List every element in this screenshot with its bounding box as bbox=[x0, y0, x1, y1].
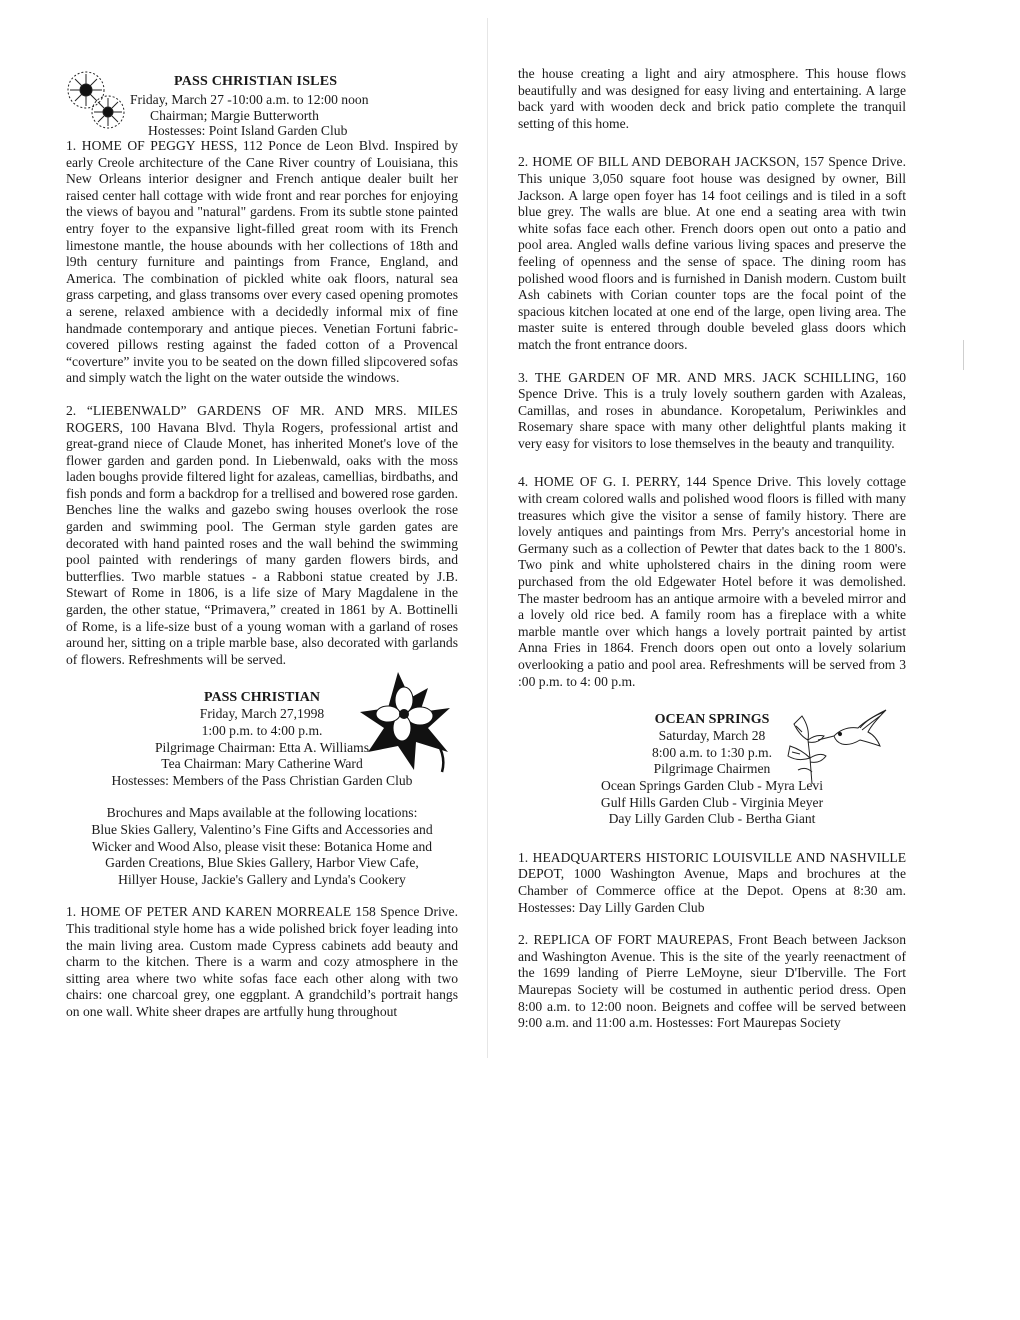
isles-chairman: Chairman; Margie Butterworth bbox=[150, 108, 319, 123]
brochures-line: Hillyer House, Jackie's Gallery and Lynda's Cookery bbox=[118, 871, 406, 887]
brochures-line: Wicker and Wood Also, please visit these: Botanica Home and bbox=[91, 838, 433, 854]
entry-jackson: 2. HOME OF BILL AND DEBORAH JACKSON, 157 Spence Drive. This unique 3,050 square foot house was designed by owner, Bill Jackson. A large open foyer has 14 foot ceilings and is tiled in a soft blue grey. The walls are blue. At one end a seating area with twin white sofas face each other. French doors open out onto a patio and pool area. Angled walls define various living spaces and preserve the feeling of openness and the sense of space. The dining room has polished wood floors and is furnished in Danish modern. Custom built Ash cabinets with Corian counter tops are the focal point of the spacious kitchen located at one end of the large, open living area. The master suite is entered through double beveled glass doors which match the front entrance doors. bbox=[518, 154, 906, 352]
right-column bbox=[518, 66, 906, 1032]
os-chairman-gulf-hills: Gulf Hills Garden Club - Virginia Meyer bbox=[600, 794, 824, 810]
brochures-line: Garden Creations, Blue Skies Gallery, Harbor View Cafe, bbox=[105, 855, 419, 871]
entry-morreale: 1. HOME OF PETER AND KAREN MORREALE 158 Spence Drive. This traditional style home has a wide polished brick foyer leading into the main living area. Custom made Cypress cabinets add beauty and charm to the kitchen. There is a warm and cozy atmosphere in the sitting area where two white sofas face each other along with two chairs: one charcoal grey, one eggplant. A grandchild’s portrait hangs on one wall. White sheer drapes are artfully hung throughout bbox=[66, 904, 458, 1019]
dogwood-flower-icon bbox=[358, 668, 454, 774]
pass-christian-header bbox=[66, 690, 458, 789]
pass-christian-title: PASS CHRISTIAN bbox=[203, 690, 321, 706]
isles-hostesses: Hostesses: Point Island Garden Club bbox=[148, 123, 348, 138]
pass-christian-isles-title: PASS CHRISTIAN ISLES bbox=[174, 74, 338, 89]
entry-perry: 4. HOME OF G. I. PERRY, 144 Spence Drive. This lovely cottage with cream colored walls and polished wood floors is filled with many treasures which give the visitor a sense of family history. There are lovely antiques and paintings from Mrs. Perry's ancestorial home in Germany such as a collection of Pewter that dates back to the 1 800's. Two pink and white upholstered chairs in the dining room were purchased from the old Edgewater Hotel before it was demolished. The master bedroom has an antique armoire with a beveled mirror and a lovely old rice bed. A family room has a fireplace with a white marble mantle over which hangs a lovely portrait painted by artist Anna Fries in 1864. French doors open out onto a lovely solarium overlooking a patio and pool area. Refreshments will be served from 3 :00 p.m. to 4: 00 p.m. bbox=[518, 474, 906, 689]
os-pilgrimage-chairmen: Pilgrimage Chairmen bbox=[653, 761, 771, 777]
pass-christian-isles-header bbox=[66, 66, 458, 138]
page-fold-divider bbox=[487, 18, 488, 1058]
entry-morreale-continued: the house creating a light and airy atmosphere. This house flows beautifully and was designed for easy living and entertaining. A large back yard with wooden deck and brick patio complete the tranquil setting of this home. bbox=[518, 66, 906, 131]
brochures-line: Brochures and Maps available at the following locations: bbox=[106, 805, 418, 821]
entry-schilling-garden: 3. THE GARDEN OF MR. AND MRS. JACK SCHILLING, 160 Spence Drive. This is a truly lovely southern garden with Azaleas, Camillas, and roses in abundance. Koropetalum, Periwinkles and Rosemary share space with many other delightful plants making it very easy for visitors to lose themselves in the beauty and tranquility. bbox=[518, 369, 906, 451]
ocean-springs-header bbox=[518, 712, 906, 828]
pc-date: Friday, March 27,1998 bbox=[199, 706, 325, 722]
pc-hostesses: Hostesses: Members of the Pass Christian Garden Club bbox=[111, 772, 413, 788]
entry-fort-maurepas: 2. REPLICA OF FORT MAUREPAS, Front Beach between Jackson and Washington Avenue. This is the site of the yearly reenactment of the 1699 landing of Pierre LeMoyne, sieur D'Iberville. The Fort Maurepas Society will be costumed in authentic period dress. Open 8:00 a.m. to 12:00 noon. Beignets and coffee will be served between 9:00 a.m. and 11:00 a.m. Hostesses: Fort Maurepas Society bbox=[518, 932, 906, 1031]
pc-time: 1:00 p.m. to 4:00 p.m. bbox=[201, 723, 323, 738]
os-date: Saturday, March 28 bbox=[658, 728, 766, 744]
daisy-flowers-icon bbox=[60, 68, 134, 134]
pc-pilgrimage-chairman: Pilgrimage Chairman: Etta A. Williams bbox=[154, 739, 370, 755]
hummingbird-lily-icon bbox=[780, 706, 898, 790]
entry-depot-headquarters: 1. HEADQUARTERS HISTORIC LOUISVILLE AND NASHVILLE DEPOT, 1000 Washington Avenue, Maps and brochures at the Chamber of Commerce office at the Depot. Opens at 8:30 am. Hostesses: Day Lilly Garden Club bbox=[518, 849, 906, 915]
os-time: 8:00 a.m. to 1:30 p.m. bbox=[651, 744, 773, 760]
os-chairman-ocean-springs: Ocean Springs Garden Club - Myra Levi bbox=[601, 777, 823, 793]
brochures-locations bbox=[66, 805, 458, 888]
left-column bbox=[66, 66, 458, 1021]
ocean-springs-title: OCEAN SPRINGS bbox=[654, 712, 770, 728]
scan-edge-mark bbox=[963, 340, 964, 370]
entry-peggy-hess: 1. HOME OF PEGGY HESS, 112 Ponce de Leon Blvd. Inspired by early Creole architecture of the Cane River country of Louisiana, this New Orleans interior designer and French antique dealer built her raised center hall cottage with wide front and rear porches for enjoying the views of bayou and "natural" gardens. From its subtle stone painted entry foyer to the expansive light-filled great room with its French limestone mantle, the house abounds with her collections of 18th and l9th century furniture and paintings from France, England, and America. The combination of pickled white oak floors, natural sea grass carpeting, and glass transoms over every cased opening promotes a serene, relaxed ambience with a decidedly informal mix of fine handmade contemporary and antique pieces. Venetian Fortuni fabric-covered pillows resting against the faded cotton of a Provencal “coverture” invite you to be seated on the down filled slipcovered sofas and simply watch the light on the water outside the windows. bbox=[66, 138, 458, 386]
brochures-line: Blue Skies Gallery, Valentino’s Fine Gifts and Accessories and bbox=[91, 821, 433, 837]
entry-liebenwald-rogers: 2. “LIEBENWALD” GARDENS OF MR. AND MRS. MILES ROGERS, 100 Havana Blvd. Thyla Rogers, professional artist and great-grand niece of Claude Monet, has inherited Monet's love of the flower garden and garden pond. In Liebenwald, oaks with the moss laden boughs provide filtered light for azaleas, camellias, birdbaths, and fish ponds and form a backdrop for a trellised and bowered rose garden. Benches line the walks and gazebo swing houses overlook the rose garden and swimming pool. The German style garden gates are decorated with hand painted roses and the wall behind the swimming pool painted with renderings of many garden flowers birds, and butterflies. Two marble statues - a Rabboni statue created by J.B. Stewart of Rome in 1806, is a life size of Mary Magdalene in the garden, the other statue, “Primavera,” created in 1861 by A. Bottinelli of Rome, is a life-size bust of a young woman with a garland of roses around her, sitting on a triple marble base, also decorated with garlands of flowers. Refreshments will be served. bbox=[66, 402, 458, 667]
pc-tea-chairman: Tea Chairman: Mary Catherine Ward bbox=[161, 756, 363, 772]
isles-date-time: Friday, March 27 -10:00 a.m. to 12:00 noon bbox=[130, 92, 369, 107]
os-chairman-day-lilly: Day Lilly Garden Club - Bertha Giant bbox=[608, 811, 816, 827]
